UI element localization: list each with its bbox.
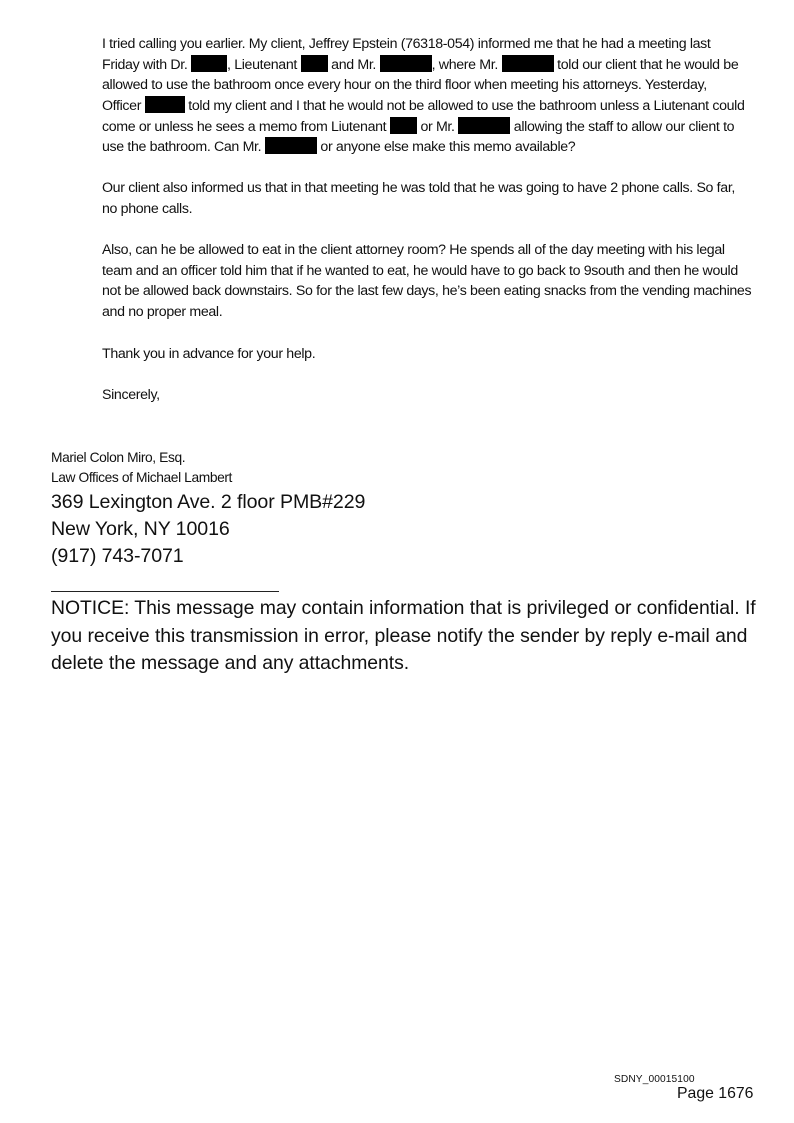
- notice-line: delete the message and any attachments.: [51, 652, 410, 675]
- text-line: Sincerely,: [102, 387, 160, 403]
- text-segment: come or unless he sees a memo from Liutenant: [102, 118, 390, 135]
- text-line: Thank you in advance for your help.: [102, 346, 316, 362]
- signature-name: Mariel Colon Miro, Esq.: [51, 450, 186, 465]
- text-line: [102, 137, 794, 158]
- text-line: Also, can he be allowed to eat in the client attorney room? He spends all of the day meeting with his legal: [102, 242, 725, 258]
- paragraph-bathroom: [102, 34, 794, 158]
- redaction-box: [380, 55, 432, 72]
- text-line: and no proper meal.: [102, 304, 223, 321]
- text-line: not be allowed back downstairs. So for the last few days, he’s been eating snacks from the vending machines: [102, 283, 752, 300]
- text-segment: Officer: [102, 98, 145, 115]
- signature-address-line1: 369 Lexington Ave. 2 floor PMB#229: [51, 491, 366, 513]
- notice-line: you receive this transmission in error, please notify the sender by reply e-mail and: [51, 624, 748, 647]
- redaction-box: [301, 55, 328, 72]
- text-segment: , Lieutenant: [227, 56, 301, 73]
- bates-number: SDNY_00015100: [614, 1074, 695, 1085]
- text-segment: allowing the staff to allow our client to: [510, 118, 735, 135]
- text-segment: or anyone else make this memo available?: [316, 139, 576, 156]
- text-segment: told our client that he would be: [553, 56, 739, 73]
- redaction-box: [390, 117, 417, 134]
- text-segment: and Mr.: [327, 56, 380, 73]
- text-line: Our client also informed us that in that meeting he was told that he was going to have 2 phone calls. So far,: [102, 180, 735, 196]
- text-line: [102, 117, 794, 138]
- text-line: I tried calling you earlier. My client, Jeffrey Epstein (76318-054) informed me that he had a meeting last: [102, 36, 711, 52]
- redaction-box: [502, 55, 554, 72]
- thanks-line: [102, 344, 794, 365]
- signature-divider: [51, 591, 279, 592]
- text-line: [102, 55, 794, 76]
- signature-phone: (917) 743-7071: [51, 545, 184, 567]
- redaction-box: [458, 117, 510, 134]
- confidentiality-notice: [51, 595, 756, 678]
- page-number: Page 1676: [677, 1085, 754, 1102]
- text-segment: told my client and I that he would not be allowed to use the bathroom unless a Liutenant could: [184, 98, 745, 115]
- text-line: team and an officer told him that if he wanted to eat, he would have to go back to 9south and then he would: [102, 262, 738, 279]
- text-line: [102, 96, 794, 117]
- redaction-box: [265, 137, 317, 154]
- signature-firm: Law Offices of Michael Lambert: [51, 470, 232, 485]
- text-segment: or Mr.: [416, 118, 459, 135]
- redaction-box: [145, 96, 185, 113]
- text-line: allowed to use the bathroom once every hour on the third floor when meeting his attorneys. Yesterday,: [102, 77, 707, 94]
- text-segment: , where Mr.: [431, 56, 502, 73]
- paragraph-phone-calls: [102, 178, 794, 219]
- closing: [102, 385, 794, 406]
- paragraph-meals: [102, 240, 794, 323]
- text-segment: use the bathroom. Can Mr.: [102, 139, 265, 156]
- redaction-box: [191, 55, 227, 72]
- notice-line: NOTICE: This message may contain information that is privileged or confidential. If: [51, 597, 756, 619]
- signature-address-line2: New York, NY 10016: [51, 518, 230, 540]
- text-segment: Friday with Dr.: [102, 56, 192, 73]
- text-line: no phone calls.: [102, 200, 193, 217]
